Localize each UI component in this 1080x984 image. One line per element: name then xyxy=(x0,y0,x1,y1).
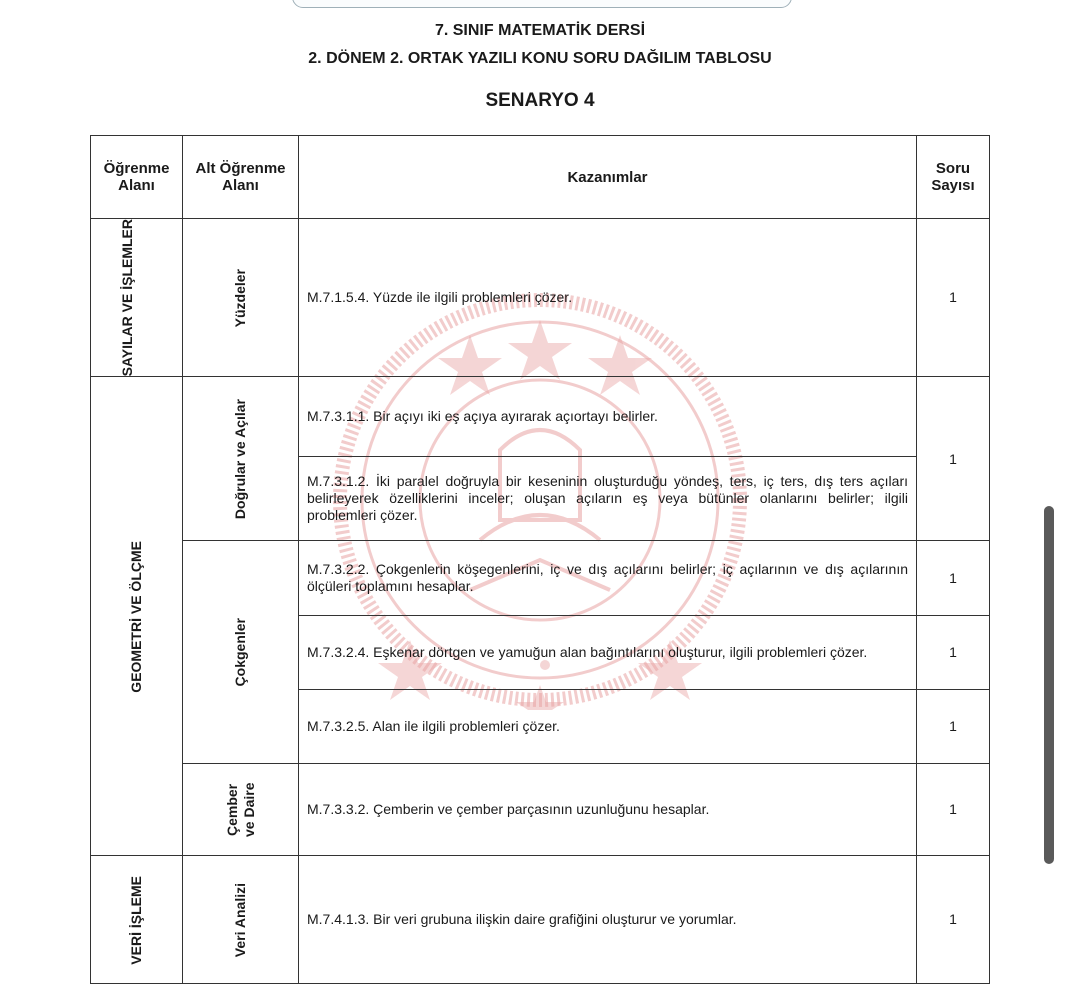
subarea-label-yuzdeler: Yüzdeler xyxy=(232,268,248,327)
document-title-line1: 7. SINIF MATEMATİK DERSİ xyxy=(434,22,646,39)
subarea-label-cokgenler: Çokgenler xyxy=(232,618,248,687)
area-cell-veri xyxy=(91,856,183,984)
outcome-cell: M.7.3.3.2. Çemberin ve çember parçasının uzunluğunu hesaplar. xyxy=(299,764,917,856)
subarea-cell-yuzdeler xyxy=(183,219,299,377)
subarea-cell-cokgenler xyxy=(183,541,299,764)
table-row xyxy=(91,764,990,856)
header-area: Öğrenme Alanı xyxy=(91,136,183,219)
area-label-veri: VERİ İŞLEME xyxy=(128,875,144,965)
header-outcomes: Kazanımlar xyxy=(299,136,917,219)
count-cell: 1 xyxy=(917,856,990,984)
subarea-cell-cember xyxy=(183,764,299,856)
vertical-scrollbar-thumb[interactable] xyxy=(1044,506,1054,864)
subarea-label-veri-analizi: Veri Analizi xyxy=(232,882,248,957)
outcome-cell: M.7.4.1.3. Bir veri grubuna ilişkin daire grafiğini oluşturur ve yorumlar. xyxy=(299,856,917,984)
outcome-cell: M.7.3.1.2. İki paralel doğruyla bir keseninin oluşturduğu yöndeş, ters, iç ters, dış ters açıları belirleyerek özelliklerini inceler; oluşan açıların eş veya bütünler olanlarını belirler; ilgili problemleri çözer. xyxy=(299,457,917,541)
outcome-cell: M.7.3.2.2. Çokgenlerin köşegenlerini, iç ve dış açılarını belirler; iç açılarının ve dış açılarının ölçüleri toplamını hesaplar. xyxy=(299,541,917,616)
outcome-cell: M.7.3.2.5. Alan ile ilgili problemleri çözer. xyxy=(299,690,917,764)
document-title-line2: 2. DÖNEM 2. ORTAK YAZILI KONU SORU DAĞILIM TABLOSU xyxy=(308,50,772,67)
header-count: Soru Sayısı xyxy=(917,136,990,219)
count-cell: 1 xyxy=(917,219,990,377)
count-cell: 1 xyxy=(917,764,990,856)
outcome-cell: M.7.3.1.1. Bir açıyı iki eş açıya ayırarak açıortayı belirler. xyxy=(299,377,917,457)
top-banner-frame xyxy=(292,0,792,8)
table-row xyxy=(91,219,990,377)
count-cell: 1 xyxy=(917,541,990,616)
scenario-title: SENARYO 4 xyxy=(485,90,595,111)
count-cell: 1 xyxy=(917,690,990,764)
subarea-cell-dogrular xyxy=(183,377,299,541)
area-cell-sayilar xyxy=(91,219,183,377)
subarea-label-dogrular: Doğrular ve Açılar xyxy=(232,398,248,519)
outcome-cell: M.7.3.2.4. Eşkenar dörtgen ve yamuğun alan bağıntılarını oluşturur, ilgili problemleri çözer. xyxy=(299,616,917,690)
count-cell: 1 xyxy=(917,377,990,541)
subarea-cell-veri-analizi xyxy=(183,856,299,984)
table-row xyxy=(91,541,990,616)
table-header-row xyxy=(91,136,990,219)
table-row xyxy=(91,856,990,984)
topic-distribution-table xyxy=(90,135,990,984)
area-cell-geometri xyxy=(91,377,183,856)
subarea-label-cember: Çember ve Daire xyxy=(223,782,257,838)
header-subarea: Alt Öğrenme Alanı xyxy=(183,136,299,219)
outcome-cell: M.7.1.5.4. Yüzde ile ilgili problemleri çözer. xyxy=(299,219,917,377)
area-label-sayilar: SAYILAR VE İŞLEMLER xyxy=(118,219,135,377)
table-row xyxy=(91,377,990,457)
area-label-geometri: GEOMETRİ VE ÖLÇME xyxy=(128,540,144,693)
count-cell: 1 xyxy=(917,616,990,690)
